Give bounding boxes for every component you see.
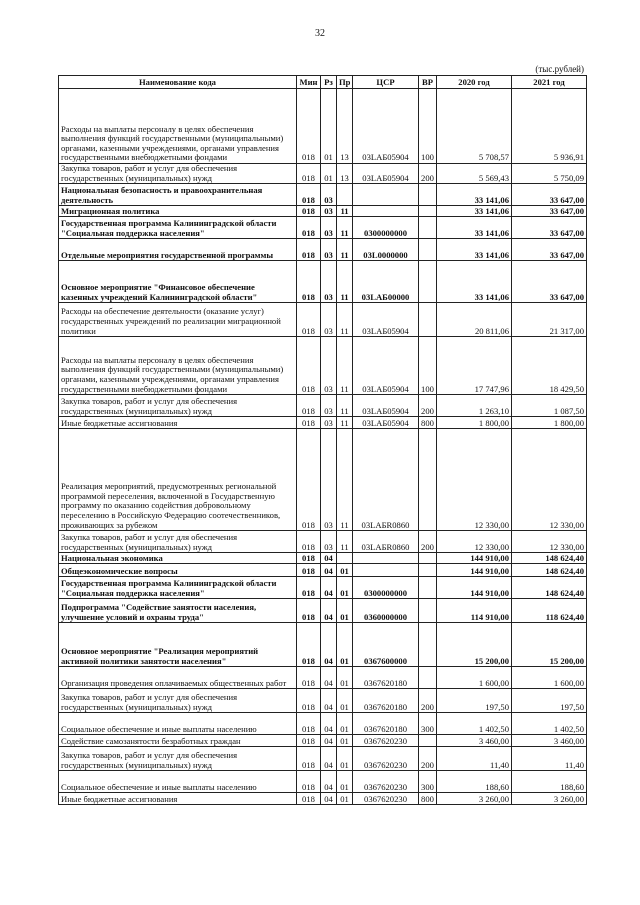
vr-cell: [419, 623, 437, 667]
value-2020-cell: 33 141,06: [437, 184, 512, 206]
name-cell: Миграционная политика: [59, 206, 297, 217]
value-2020-cell: 33 141,06: [437, 261, 512, 303]
table-row: [59, 417, 587, 429]
csr-cell: 03L0000000: [353, 239, 419, 261]
csr-cell: 0367620230: [353, 771, 419, 793]
min-cell: 018: [297, 206, 321, 217]
min-cell: 018: [297, 623, 321, 667]
pr-cell: 01: [337, 747, 353, 771]
value-2021-cell: 5 936,91: [512, 89, 587, 164]
name-cell: Основное мероприятие "Финансовое обеспечение казенных учреждений Калининградской области": [59, 261, 297, 303]
min-cell: 018: [297, 735, 321, 747]
value-2021-cell: 118 624,40: [512, 599, 587, 623]
pr-cell: 11: [337, 395, 353, 417]
value-2020-cell: 17 747,96: [437, 337, 512, 395]
name-cell: Отдельные мероприятия государственной программы: [59, 239, 297, 261]
table-row: [59, 184, 587, 206]
rz-cell: 04: [321, 667, 337, 689]
min-cell: 018: [297, 771, 321, 793]
pr-cell: 13: [337, 89, 353, 164]
csr-cell: 03LАБ05904: [353, 395, 419, 417]
table-row: [59, 337, 587, 395]
min-cell: 018: [297, 164, 321, 184]
vr-cell: [419, 217, 437, 239]
value-2021-cell: 15 200,00: [512, 623, 587, 667]
value-2021-cell: 1 402,50: [512, 713, 587, 735]
vr-cell: 200: [419, 531, 437, 553]
vr-cell: [419, 429, 437, 531]
vr-cell: [419, 735, 437, 747]
header-csr: ЦСР: [353, 76, 419, 89]
pr-cell: 11: [337, 337, 353, 395]
name-cell: Общеэкономические вопросы: [59, 564, 297, 577]
table-row: [59, 599, 587, 623]
pr-cell: 11: [337, 531, 353, 553]
table-row: [59, 553, 587, 564]
header-min: Мин: [297, 76, 321, 89]
name-cell: Закупка товаров, работ и услуг для обеспечения государственных (муниципальных) нужд: [59, 531, 297, 553]
csr-cell: 0360000000: [353, 599, 419, 623]
pr-cell: [337, 553, 353, 564]
pr-cell: 01: [337, 689, 353, 713]
table-row: [59, 713, 587, 735]
vr-cell: [419, 667, 437, 689]
csr-cell: [353, 184, 419, 206]
units-label: (тыс.рублей): [535, 64, 584, 74]
name-cell: Расходы на обеспечение деятельности (оказание услуг) государственных учреждений по реализации миграционной политики: [59, 303, 297, 337]
name-cell: Организация проведения оплачиваемых общественных работ: [59, 667, 297, 689]
header-2020: 2020 год: [437, 76, 512, 89]
table-row: [59, 793, 587, 805]
value-2021-cell: 1 600,00: [512, 667, 587, 689]
table-row: [59, 395, 587, 417]
csr-cell: 0300000000: [353, 577, 419, 599]
vr-cell: 300: [419, 771, 437, 793]
name-cell: Национальная безопасность и правоохранительная деятельность: [59, 184, 297, 206]
vr-cell: [419, 303, 437, 337]
rz-cell: 03: [321, 239, 337, 261]
table-header-row: [59, 76, 587, 89]
rz-cell: 04: [321, 747, 337, 771]
table-row: [59, 239, 587, 261]
value-2020-cell: 33 141,06: [437, 217, 512, 239]
table-row: [59, 623, 587, 667]
csr-cell: 0367620180: [353, 713, 419, 735]
table-row: [59, 564, 587, 577]
value-2021-cell: 18 429,50: [512, 337, 587, 395]
value-2020-cell: 12 330,00: [437, 429, 512, 531]
vr-cell: [419, 239, 437, 261]
name-cell: Основное мероприятие "Реализация мероприятий активной политики занятости населения": [59, 623, 297, 667]
rz-cell: 04: [321, 577, 337, 599]
value-2020-cell: 12 330,00: [437, 531, 512, 553]
csr-cell: 0367620230: [353, 747, 419, 771]
min-cell: 018: [297, 89, 321, 164]
rz-cell: 04: [321, 735, 337, 747]
value-2021-cell: 1 800,00: [512, 417, 587, 429]
value-2021-cell: 5 750,09: [512, 164, 587, 184]
vr-cell: [419, 577, 437, 599]
rz-cell: 04: [321, 689, 337, 713]
vr-cell: [419, 599, 437, 623]
min-cell: 018: [297, 429, 321, 531]
budget-table: [58, 75, 587, 805]
min-cell: 018: [297, 239, 321, 261]
rz-cell: 04: [321, 713, 337, 735]
pr-cell: 13: [337, 164, 353, 184]
value-2021-cell: 33 647,00: [512, 239, 587, 261]
rz-cell: 01: [321, 89, 337, 164]
vr-cell: 200: [419, 747, 437, 771]
pr-cell: 01: [337, 577, 353, 599]
header-rz: Рз: [321, 76, 337, 89]
pr-cell: 11: [337, 417, 353, 429]
value-2021-cell: 3 260,00: [512, 793, 587, 805]
name-cell: Закупка товаров, работ и услуг для обеспечения государственных (муниципальных) нужд: [59, 164, 297, 184]
csr-cell: 03LАБR0860: [353, 531, 419, 553]
value-2021-cell: 11,40: [512, 747, 587, 771]
value-2020-cell: 33 141,06: [437, 239, 512, 261]
table-row: [59, 667, 587, 689]
value-2020-cell: 144 910,00: [437, 564, 512, 577]
min-cell: 018: [297, 531, 321, 553]
csr-cell: 0367620180: [353, 667, 419, 689]
min-cell: 018: [297, 564, 321, 577]
csr-cell: 03LАБ05904: [353, 164, 419, 184]
rz-cell: 03: [321, 217, 337, 239]
rz-cell: 01: [321, 164, 337, 184]
rz-cell: 04: [321, 553, 337, 564]
table-row: [59, 164, 587, 184]
name-cell: Закупка товаров, работ и услуг для обеспечения государственных (муниципальных) нужд: [59, 747, 297, 771]
name-cell: Реализация мероприятий, предусмотренных региональной программой переселения, включенной в Государственную программу по оказанию содействия добровольному переселению в Российскую Федерацию соотечественников, проживающих за рубежом: [59, 429, 297, 531]
value-2021-cell: 197,50: [512, 689, 587, 713]
value-2020-cell: 11,40: [437, 747, 512, 771]
csr-cell: 03LАБ00000: [353, 261, 419, 303]
name-cell: Подпрограмма "Содействие занятости населения, улучшение условий и охраны труда": [59, 599, 297, 623]
rz-cell: 03: [321, 184, 337, 206]
table-row: [59, 531, 587, 553]
pr-cell: [337, 184, 353, 206]
name-cell: Иные бюджетные ассигнования: [59, 793, 297, 805]
header-vr: ВР: [419, 76, 437, 89]
pr-cell: 11: [337, 429, 353, 531]
value-2021-cell: 148 624,40: [512, 577, 587, 599]
csr-cell: [353, 553, 419, 564]
name-cell: Государственная программа Калининградской области "Социальная поддержка населения": [59, 217, 297, 239]
table-row: [59, 747, 587, 771]
value-2020-cell: 1 600,00: [437, 667, 512, 689]
pr-cell: 11: [337, 239, 353, 261]
vr-cell: 100: [419, 89, 437, 164]
table-row: [59, 303, 587, 337]
value-2021-cell: 21 317,00: [512, 303, 587, 337]
name-cell: Закупка товаров, работ и услуг для обеспечения государственных (муниципальных) нужд: [59, 395, 297, 417]
rz-cell: 03: [321, 531, 337, 553]
table-row: [59, 771, 587, 793]
header-2021: 2021 год: [512, 76, 587, 89]
csr-cell: 03LАБ05904: [353, 417, 419, 429]
table-row: [59, 689, 587, 713]
vr-cell: [419, 206, 437, 217]
rz-cell: 03: [321, 429, 337, 531]
min-cell: 018: [297, 713, 321, 735]
page-number: 32: [315, 28, 325, 39]
csr-cell: [353, 564, 419, 577]
min-cell: 018: [297, 395, 321, 417]
value-2021-cell: 33 647,00: [512, 184, 587, 206]
value-2021-cell: 1 087,50: [512, 395, 587, 417]
value-2020-cell: 33 141,06: [437, 206, 512, 217]
min-cell: 018: [297, 303, 321, 337]
vr-cell: 200: [419, 395, 437, 417]
table-row: [59, 206, 587, 217]
value-2021-cell: 188,60: [512, 771, 587, 793]
name-cell: Расходы на выплаты персоналу в целях обеспечения выполнения функций государственными (муниципальными) органами, казенными учреждениями, органами управления государственными внебюджетными фондами: [59, 89, 297, 164]
pr-cell: 01: [337, 667, 353, 689]
value-2021-cell: 33 647,00: [512, 261, 587, 303]
pr-cell: 01: [337, 735, 353, 747]
pr-cell: 01: [337, 713, 353, 735]
value-2020-cell: 5 569,43: [437, 164, 512, 184]
csr-cell: 03LАБR0860: [353, 429, 419, 531]
vr-cell: [419, 261, 437, 303]
pr-cell: 01: [337, 599, 353, 623]
value-2021-cell: 3 460,00: [512, 735, 587, 747]
rz-cell: 04: [321, 623, 337, 667]
csr-cell: 03LАБ05904: [353, 303, 419, 337]
vr-cell: [419, 184, 437, 206]
value-2020-cell: 144 910,00: [437, 577, 512, 599]
csr-cell: [353, 206, 419, 217]
value-2020-cell: 1 263,10: [437, 395, 512, 417]
rz-cell: 04: [321, 599, 337, 623]
min-cell: 018: [297, 747, 321, 771]
value-2020-cell: 114 910,00: [437, 599, 512, 623]
csr-cell: 0300000000: [353, 217, 419, 239]
csr-cell: 03LАБ05904: [353, 337, 419, 395]
name-cell: Социальное обеспечение и иные выплаты населению: [59, 771, 297, 793]
value-2021-cell: 148 624,40: [512, 564, 587, 577]
rz-cell: 04: [321, 793, 337, 805]
value-2021-cell: 33 647,00: [512, 206, 587, 217]
value-2020-cell: 15 200,00: [437, 623, 512, 667]
csr-cell: 0367620230: [353, 735, 419, 747]
min-cell: 018: [297, 689, 321, 713]
value-2021-cell: 33 647,00: [512, 217, 587, 239]
min-cell: 018: [297, 793, 321, 805]
csr-cell: 0367600000: [353, 623, 419, 667]
min-cell: 018: [297, 599, 321, 623]
pr-cell: 11: [337, 303, 353, 337]
table-row: [59, 217, 587, 239]
pr-cell: 01: [337, 623, 353, 667]
name-cell: Государственная программа Калининградской области "Социальная поддержка населения": [59, 577, 297, 599]
vr-cell: 300: [419, 713, 437, 735]
value-2020-cell: 197,50: [437, 689, 512, 713]
value-2020-cell: 5 708,57: [437, 89, 512, 164]
vr-cell: 200: [419, 164, 437, 184]
vr-cell: [419, 553, 437, 564]
pr-cell: 01: [337, 793, 353, 805]
value-2020-cell: 144 910,00: [437, 553, 512, 564]
rz-cell: 04: [321, 771, 337, 793]
name-cell: Содействие самозанятости безработных граждан: [59, 735, 297, 747]
table-row: [59, 429, 587, 531]
table-row: [59, 735, 587, 747]
csr-cell: 0367620230: [353, 793, 419, 805]
rz-cell: 03: [321, 303, 337, 337]
vr-cell: 800: [419, 793, 437, 805]
value-2021-cell: 12 330,00: [512, 429, 587, 531]
rz-cell: 03: [321, 395, 337, 417]
table-row: [59, 261, 587, 303]
value-2021-cell: 12 330,00: [512, 531, 587, 553]
min-cell: 018: [297, 667, 321, 689]
header-pr: Пр: [337, 76, 353, 89]
vr-cell: [419, 564, 437, 577]
min-cell: 018: [297, 261, 321, 303]
vr-cell: 100: [419, 337, 437, 395]
value-2020-cell: 1 402,50: [437, 713, 512, 735]
pr-cell: 11: [337, 217, 353, 239]
value-2021-cell: 148 624,40: [512, 553, 587, 564]
name-cell: Социальное обеспечение и иные выплаты населению: [59, 713, 297, 735]
rz-cell: 03: [321, 337, 337, 395]
csr-cell: 0367620180: [353, 689, 419, 713]
header-name: Наименование кода: [59, 76, 297, 89]
rz-cell: 04: [321, 564, 337, 577]
min-cell: 018: [297, 553, 321, 564]
vr-cell: 800: [419, 417, 437, 429]
value-2020-cell: 3 460,00: [437, 735, 512, 747]
pr-cell: 01: [337, 564, 353, 577]
name-cell: Иные бюджетные ассигнования: [59, 417, 297, 429]
csr-cell: 03LАБ05904: [353, 89, 419, 164]
name-cell: Расходы на выплаты персоналу в целях обеспечения выполнения функций государственными (муниципальными) органами, казенными учреждениями, органами управления государственными внебюджетными фондами: [59, 337, 297, 395]
value-2020-cell: 1 800,00: [437, 417, 512, 429]
value-2020-cell: 188,60: [437, 771, 512, 793]
min-cell: 018: [297, 577, 321, 599]
min-cell: 018: [297, 417, 321, 429]
rz-cell: 03: [321, 206, 337, 217]
table-row: [59, 89, 587, 164]
pr-cell: 01: [337, 771, 353, 793]
pr-cell: 11: [337, 261, 353, 303]
pr-cell: 11: [337, 206, 353, 217]
rz-cell: 03: [321, 417, 337, 429]
name-cell: Закупка товаров, работ и услуг для обеспечения государственных (муниципальных) нужд: [59, 689, 297, 713]
name-cell: Национальная экономика: [59, 553, 297, 564]
min-cell: 018: [297, 217, 321, 239]
vr-cell: 200: [419, 689, 437, 713]
value-2020-cell: 20 811,06: [437, 303, 512, 337]
table-row: [59, 577, 587, 599]
value-2020-cell: 3 260,00: [437, 793, 512, 805]
min-cell: 018: [297, 337, 321, 395]
rz-cell: 03: [321, 261, 337, 303]
min-cell: 018: [297, 184, 321, 206]
